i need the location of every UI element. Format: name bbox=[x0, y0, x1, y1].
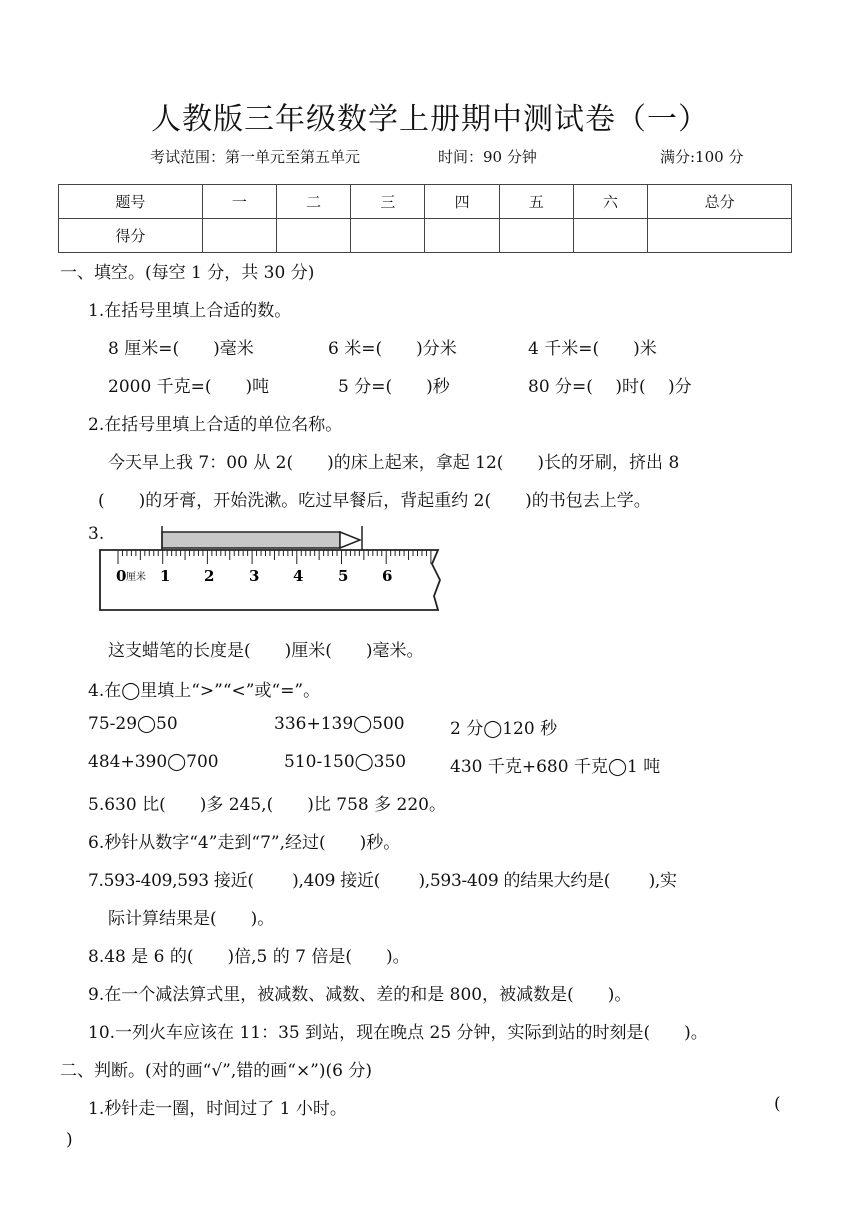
q5: 5.630 比( )多 245,( )比 758 多 220。 bbox=[88, 795, 446, 815]
q1-item: 5 分=( )秒 bbox=[338, 377, 450, 397]
q1-item: 2000 千克=( )吨 bbox=[108, 377, 270, 397]
score-cell[interactable] bbox=[351, 219, 425, 253]
score-table-header-row bbox=[59, 185, 792, 219]
q4-item: 336+139◯500 bbox=[274, 714, 405, 734]
ruler-label-4: 4 bbox=[293, 567, 304, 585]
ruler-label-1: 1 bbox=[160, 567, 171, 585]
page-title: 人教版三年级数学上册期中测试卷（一） bbox=[151, 102, 709, 137]
crayon-body bbox=[162, 532, 340, 548]
q4-item: 2 分◯120 秒 bbox=[450, 719, 558, 739]
q2-line1: 今天早上我 7：00 从 2( )的床上起来，拿起 12( )长的牙刷，挤出 8 bbox=[108, 453, 680, 473]
s2-q1-paren-close: ) bbox=[66, 1130, 73, 1150]
section1-heading: 一、填空。(每空 1 分，共 30 分) bbox=[60, 263, 315, 283]
ruler-label-6: 6 bbox=[382, 567, 393, 585]
header-cell: 三 bbox=[351, 185, 425, 219]
q1-stem: 1.在括号里填上合适的数。 bbox=[88, 301, 292, 321]
header-cell: 五 bbox=[499, 185, 573, 219]
exam-full-score: 满分:100 分 bbox=[660, 148, 744, 166]
ruler-label-2: 2 bbox=[204, 567, 215, 585]
score-cell[interactable] bbox=[573, 219, 647, 253]
q2-stem: 2.在括号里填上合适的单位名称。 bbox=[88, 415, 343, 435]
exam-scope: 考试范围：第一单元至第五单元 bbox=[150, 148, 361, 166]
score-cell[interactable] bbox=[425, 219, 499, 253]
q4-stem: 4.在◯里填上“>”“<”或“=”。 bbox=[88, 681, 321, 701]
score-cell[interactable] bbox=[648, 219, 792, 253]
s2-q1-paren-open[interactable]: ( bbox=[774, 1094, 781, 1114]
score-cell[interactable] bbox=[202, 219, 276, 253]
q7-line1: 7.593-409,593 接近( ),409 接近( ),593-409 的结果大约是( ),实 bbox=[88, 871, 677, 891]
q2-line2: ( )的牙膏，开始洗漱。吃过早餐后，背起重约 2( )的书包去上学。 bbox=[98, 491, 651, 511]
q4-item: 484+390◯700 bbox=[88, 752, 219, 772]
ruler-figure bbox=[98, 526, 448, 616]
q4-item: 510-150◯350 bbox=[284, 752, 407, 772]
ruler-label-0: 0 bbox=[116, 567, 127, 585]
header-cell: 六 bbox=[573, 185, 647, 219]
header-cell: 总分 bbox=[648, 185, 792, 219]
score-cell[interactable] bbox=[277, 219, 351, 253]
crayon-tip bbox=[340, 532, 360, 548]
q3-answer: 这支蜡笔的长度是( )厘米( )毫米。 bbox=[108, 641, 424, 661]
header-cell: 二 bbox=[277, 185, 351, 219]
q7-line2: 际计算结果是( )。 bbox=[108, 909, 275, 929]
s2-q1: 1.秒针走一圈，时间过了 1 小时。 bbox=[88, 1099, 347, 1119]
score-table-score-row bbox=[59, 219, 792, 253]
q6: 6.秒针从数字“4”走到“7”,经过( )秒。 bbox=[88, 833, 401, 853]
exam-time: 时间：90 分钟 bbox=[438, 148, 537, 166]
q9: 9.在一个减法算式里，被减数、减数、差的和是 800，被减数是( )。 bbox=[88, 985, 632, 1005]
ruler-unit-label: 厘米 bbox=[126, 572, 146, 583]
row-label: 得分 bbox=[59, 219, 203, 253]
header-cell: 一 bbox=[202, 185, 276, 219]
q10: 10.一列火车应该在 11：35 到站，现在晚点 25 分钟，实际到站的时刻是( )。 bbox=[88, 1023, 708, 1043]
q3-number: 3. bbox=[88, 524, 105, 544]
header-cell: 四 bbox=[425, 185, 499, 219]
section2-heading: 二、判断。(对的画“√”,错的画“×”)(6 分) bbox=[60, 1061, 372, 1081]
q4-item: 75-29◯50 bbox=[88, 714, 178, 734]
ruler-label-3: 3 bbox=[249, 567, 260, 585]
q1-item: 8 厘米=( )毫米 bbox=[108, 339, 254, 359]
q1-item: 6 米=( )分米 bbox=[328, 339, 457, 359]
q1-item: 80 分=( )时( )分 bbox=[528, 377, 692, 397]
ruler-label-5: 5 bbox=[338, 567, 349, 585]
q1-item: 4 千米=( )米 bbox=[528, 339, 657, 359]
header-cell: 题号 bbox=[59, 185, 203, 219]
score-cell[interactable] bbox=[499, 219, 573, 253]
q8: 8.48 是 6 的( )倍,5 的 7 倍是( )。 bbox=[88, 947, 410, 967]
q4-item: 430 千克+680 千克◯1 吨 bbox=[450, 757, 661, 777]
score-table bbox=[58, 184, 792, 253]
